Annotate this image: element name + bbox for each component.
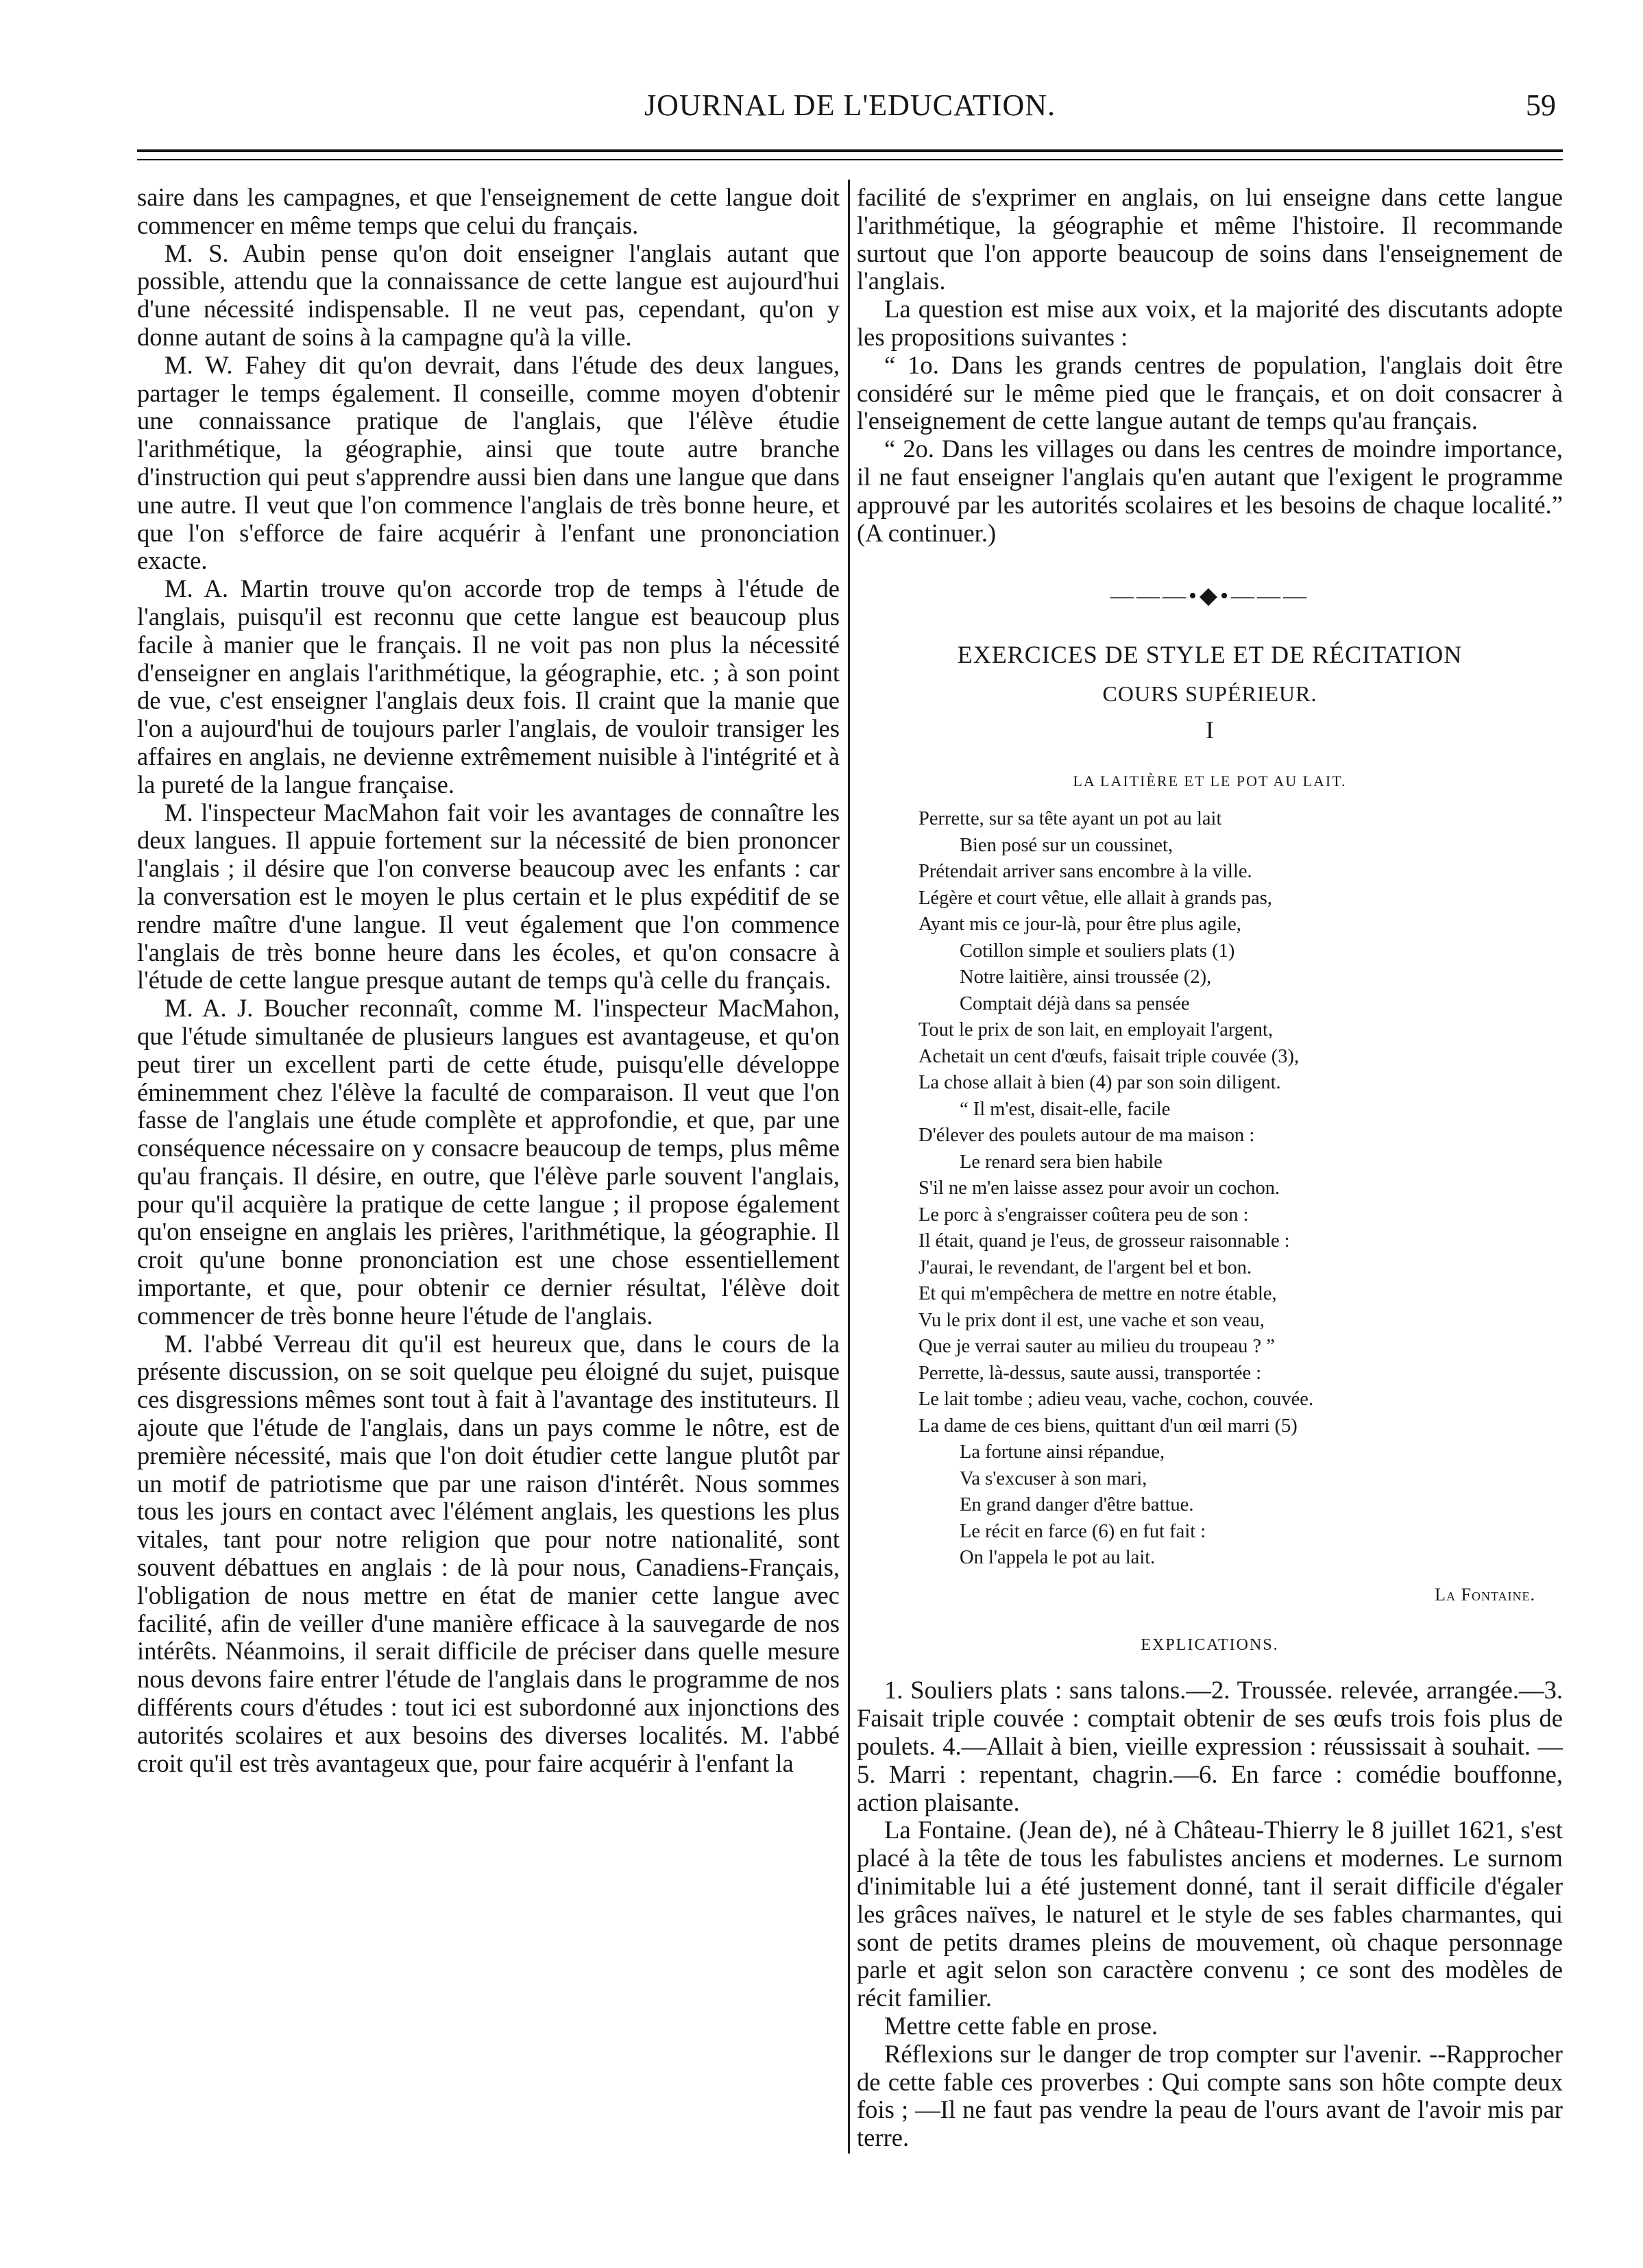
poem-verse: Bien posé sur un coussinet,: [960, 834, 1173, 856]
left-paragraph: M. l'abbé Verreau dit qu'il est heureux que, dans le cours de la présente discussion, on se soit quelque peu éloigné du sujet, puisque ces disgressions mêmes sont tout à fait à l'avantage des instituteurs. Il ajoute que l'étude de l'anglais, dans un pays comme le nôtre, est de première nécessité, mais que l'on doit étudier cette langue plutôt par un motif de patriotisme que par une raison d'intérêt. Nous sommes tous les jours en contact avec l'élément anglais, les questions les plus vitales, tant pour notre religion que pour notre nationalité, sont souvent débattues en anglais : de là pour nous, Canadiens-Français, l'obligation de nous mettre en état de manier cette langue avec facilité, afin de veiller d'une manière efficace à la sauvegarde de nos intérêts. Néanmoins, il serait difficile de préciser dans quelle mesure nous devons faire entrer l'étude de l'anglais dans le programme de nos différents cours d'études : tout ici est subordonné aux injonctions des autorités scolaires et aux besoins des diverses localités. M. l'abbé croit qu'il est très avantageux que, pour faire acquérir à l'enfant la: [137, 1329, 840, 1777]
poem-verse: “ Il m'est, disait-elle, facile: [960, 1098, 1171, 1120]
poem-verse: Ayant mis ce jour-là, pour être plus agile,: [918, 914, 1241, 936]
poem-title: LA LAITIÈRE ET LE POT AU LAIT.: [1073, 772, 1347, 790]
exercise-number: I: [1206, 716, 1214, 744]
header-rule-thick: [137, 149, 1563, 152]
poem-verse: Que je verrai sauter au milieu du troupeau ? ”: [918, 1336, 1275, 1358]
section-title: EXERCICES DE STYLE ET DE RÉCITATION: [957, 641, 1463, 669]
subsection-title: COURS SUPÉRIEUR.: [1102, 681, 1317, 706]
poem-verse: Perrette, là-dessus, saute aussi, transportée :: [918, 1362, 1262, 1384]
right-paragraph: facilité de s'exprimer en anglais, on lui enseigne dans cette langue l'arithmétique, la géographie et même l'histoire. Il recommande surtout que l'on apporte beaucoup de soins dans l'enseignement de l'anglais.: [857, 183, 1563, 295]
poem-verse: Le porc à s'engraisser coûtera peu de son :: [918, 1204, 1249, 1226]
poem-verse: Perrette, sur sa tête ayant un pot au lait: [918, 808, 1222, 830]
poem-verse: Va s'excuser à son mari,: [960, 1467, 1147, 1489]
poem-verse: En grand danger d'être battue.: [960, 1494, 1194, 1516]
left-paragraph: M. l'inspecteur MacMahon fait voir les avantages de connaître les deux langues. Il appuie fortement sur la nécessité de bien prononcer l'anglais ; il désire que l'on converse beaucoup avec les enfants : car la conversation est le moyen le plus certain et le plus expéditif de se rendre maître d'une langue. Il veut également que l'on commence l'anglais de très bonne heure dans les écoles, et qu'on consacre à l'étude de cette langue presque autant de temps qu'à celle du français.: [137, 798, 840, 995]
left-column: [137, 184, 840, 1777]
poem-author: La Fontaine.: [1435, 1584, 1535, 1605]
column-divider: [848, 180, 850, 2154]
explications: [857, 1676, 1563, 2152]
poem-verse: S'il ne m'en laisse assez pour avoir un cochon.: [918, 1178, 1280, 1199]
left-paragraph: saire dans les campagnes, et que l'enseignement de cette langue doit commencer en même temps que celui du français.: [137, 183, 840, 239]
poem-verse: Le lait tombe ; adieu veau, vache, cochon, couvée.: [918, 1389, 1314, 1411]
left-paragraph: M. A. Martin trouve qu'on accorde trop de temps à l'étude de l'anglais, puisqu'il est reconnu que cette langue est beaucoup plus facile à manier que le français. Il ne voit pas non plus la nécessité d'enseigner en anglais l'arithmétique, la géographie, etc. ; à son point de vue, c'est enseigner l'anglais deux fois. Il craint que la manie que l'on a aujourd'hui de toujours parler l'anglais, de vouloir transiger les affaires en anglais, ne devienne extrêmement nuisible à l'intégrité et à la pureté de la langue française.: [137, 574, 840, 798]
poem-verse: Notre laitière, ainsi troussée (2),: [960, 966, 1212, 988]
poem-verse: D'élever des poulets autour de ma maison :: [918, 1125, 1255, 1147]
left-paragraph: M. A. J. Boucher reconnaît, comme M. l'inspecteur MacMahon, que l'étude simultanée de plusieurs langues est avantageuse, et qu'on peut tirer un excellent parti de cette étude, puisqu'elle développe éminemment chez l'élève la faculté de comparaison. Il veut que l'on fasse de l'anglais une étude complète et approfondie, et que, par une conséquence nécessaire on y consacre beaucoup de temps, plus même qu'au français. Il désire, en outre, que l'élève parle souvent l'anglais, pour qu'il acquière la pratique de cette langue ; il propose également qu'on enseigne en anglais les prières, l'arithmétique, la géographie. Il croit qu'une bonne prononciation est une chose essentiellement importante, et que, pour obtenir ce dernier résultat, l'élève doit commencer de très bonne heure l'étude de l'anglais.: [137, 994, 840, 1330]
explication-paragraph: Mettre cette fable en prose.: [884, 2012, 1158, 2040]
poem-verse: Il était, quand je l'eus, de grosseur raisonnable :: [918, 1230, 1290, 1252]
poem-verse: Comptait déjà dans sa pensée: [960, 992, 1190, 1014]
poem-verse: Légère et court vêtue, elle allait à grands pas,: [918, 887, 1272, 909]
section-ornament: ———•◆•———: [1110, 583, 1309, 609]
page-number: 59: [1526, 88, 1556, 122]
running-title: JOURNAL DE L'EDUCATION.: [644, 88, 1056, 122]
poem: [918, 806, 1563, 1572]
poem-verse: Tout le prix de son lait, en employait l'argent,: [918, 1019, 1274, 1041]
poem-verse: Vu le prix dont il est, une vache et son veau,: [918, 1309, 1265, 1331]
poem-verse: Le récit en farce (6) en fut fait :: [960, 1520, 1206, 1542]
explication-paragraph: 1. Souliers plats : sans talons.—2. Troussée. relevée, arrangée.—3. Faisait triple couvée : comptait obtenir de ses œufs trois fois plus de poulets. 4.—Allait à bien, vieille expression : réussissait à souhait. —5. Marri : repentant, chagrin.—6. En farce : comédie bouffonne, action plaisante.: [857, 1676, 1563, 1816]
resolution-paragraph: “ 2o. Dans les villages ou dans les centres de moindre importance, il ne faut enseigner l'anglais qu'en autant que l'exigent le programme approuvé par les autorités scolaires et les besoins de chaque localité.” (A continuer.): [857, 435, 1563, 547]
poem-verse: Achetait un cent d'œufs, faisait triple couvée (3),: [918, 1045, 1300, 1067]
poem-verse: La chose allait à bien (4) par son soin diligent.: [918, 1072, 1281, 1094]
poem-verse: On l'appela le pot au lait.: [960, 1547, 1156, 1569]
explication-paragraph: La Fontaine. (Jean de), né à Château-Thierry le 8 juillet 1621, s'est placé à la tête de tous les fabulistes anciens et modernes. Le surnom d'inimitable lui a été justement donné, tant il serait difficile d'égaler les grâces naïves, le naturel et le style de ses fables charmantes, qui sont de petits drames pleins de mouvement, où chaque personnage parle et agit selon son caractère convenu ; ce sont des modèles de récit familier.: [857, 1816, 1563, 2012]
right-column: [857, 184, 1563, 2152]
left-paragraph: M. S. Aubin pense qu'on doit enseigner l'anglais autant que possible, attendu que la connaissance de cette langue est aujourd'hui d'une nécessité indispensable. Il ne veut pas, cependant, qu'on y donne autant de soins à la campagne qu'à la ville.: [137, 239, 840, 351]
poem-verse: J'aurai, le revendant, de l'argent bel et bon.: [918, 1256, 1252, 1278]
header-rule-thin: [137, 159, 1563, 160]
left-paragraph: M. W. Fahey dit qu'on devrait, dans l'étude des deux langues, partager le temps également. Il conseille, comme moyen d'obtenir une connaissance pratique de l'anglais, que l'élève étudie l'arithmétique, la géographie, ainsi que toute autre branche d'instruction qui peut s'apprendre aussi bien dans une langue que dans une autre. Il veut que l'on commence l'anglais de très bonne heure, et que l'on s'efforce de faire acquérir à l'enfant une prononciation exacte.: [137, 350, 840, 575]
poem-verse: La fortune ainsi répandue,: [960, 1441, 1165, 1463]
poem-verse: Prétendait arriver sans encombre à la ville.: [918, 861, 1252, 883]
explications-title: EXPLICATIONS.: [1141, 1635, 1279, 1654]
resolution-paragraph: “ 1o. Dans les grands centres de population, l'anglais doit être considéré sur le même pied que le français, et on doit consacrer à l'enseignement de cette langue autant de temps qu'au français.: [857, 350, 1563, 435]
poem-verse: Cotillon simple et souliers plats (1): [960, 940, 1235, 962]
right-paragraph: La question est mise aux voix, et la majorité des discutants adopte les propositions suivantes :: [857, 295, 1563, 351]
poem-verse: Le renard sera bien habile: [960, 1151, 1163, 1173]
explication-paragraph: Réflexions sur le danger de trop compter sur l'avenir. --Rapprocher de cette fable ces proverbes : Qui compte sans son hôte compte deux fois ; —Il ne faut pas vendre la peau de l'ours avant de l'avoir mis par terre.: [857, 2039, 1563, 2152]
poem-verse: La dame de ces biens, quittant d'un œil marri (5): [918, 1415, 1298, 1437]
poem-verse: Et qui m'empêchera de mettre en notre étable,: [918, 1283, 1277, 1305]
page-header: [137, 88, 1563, 136]
